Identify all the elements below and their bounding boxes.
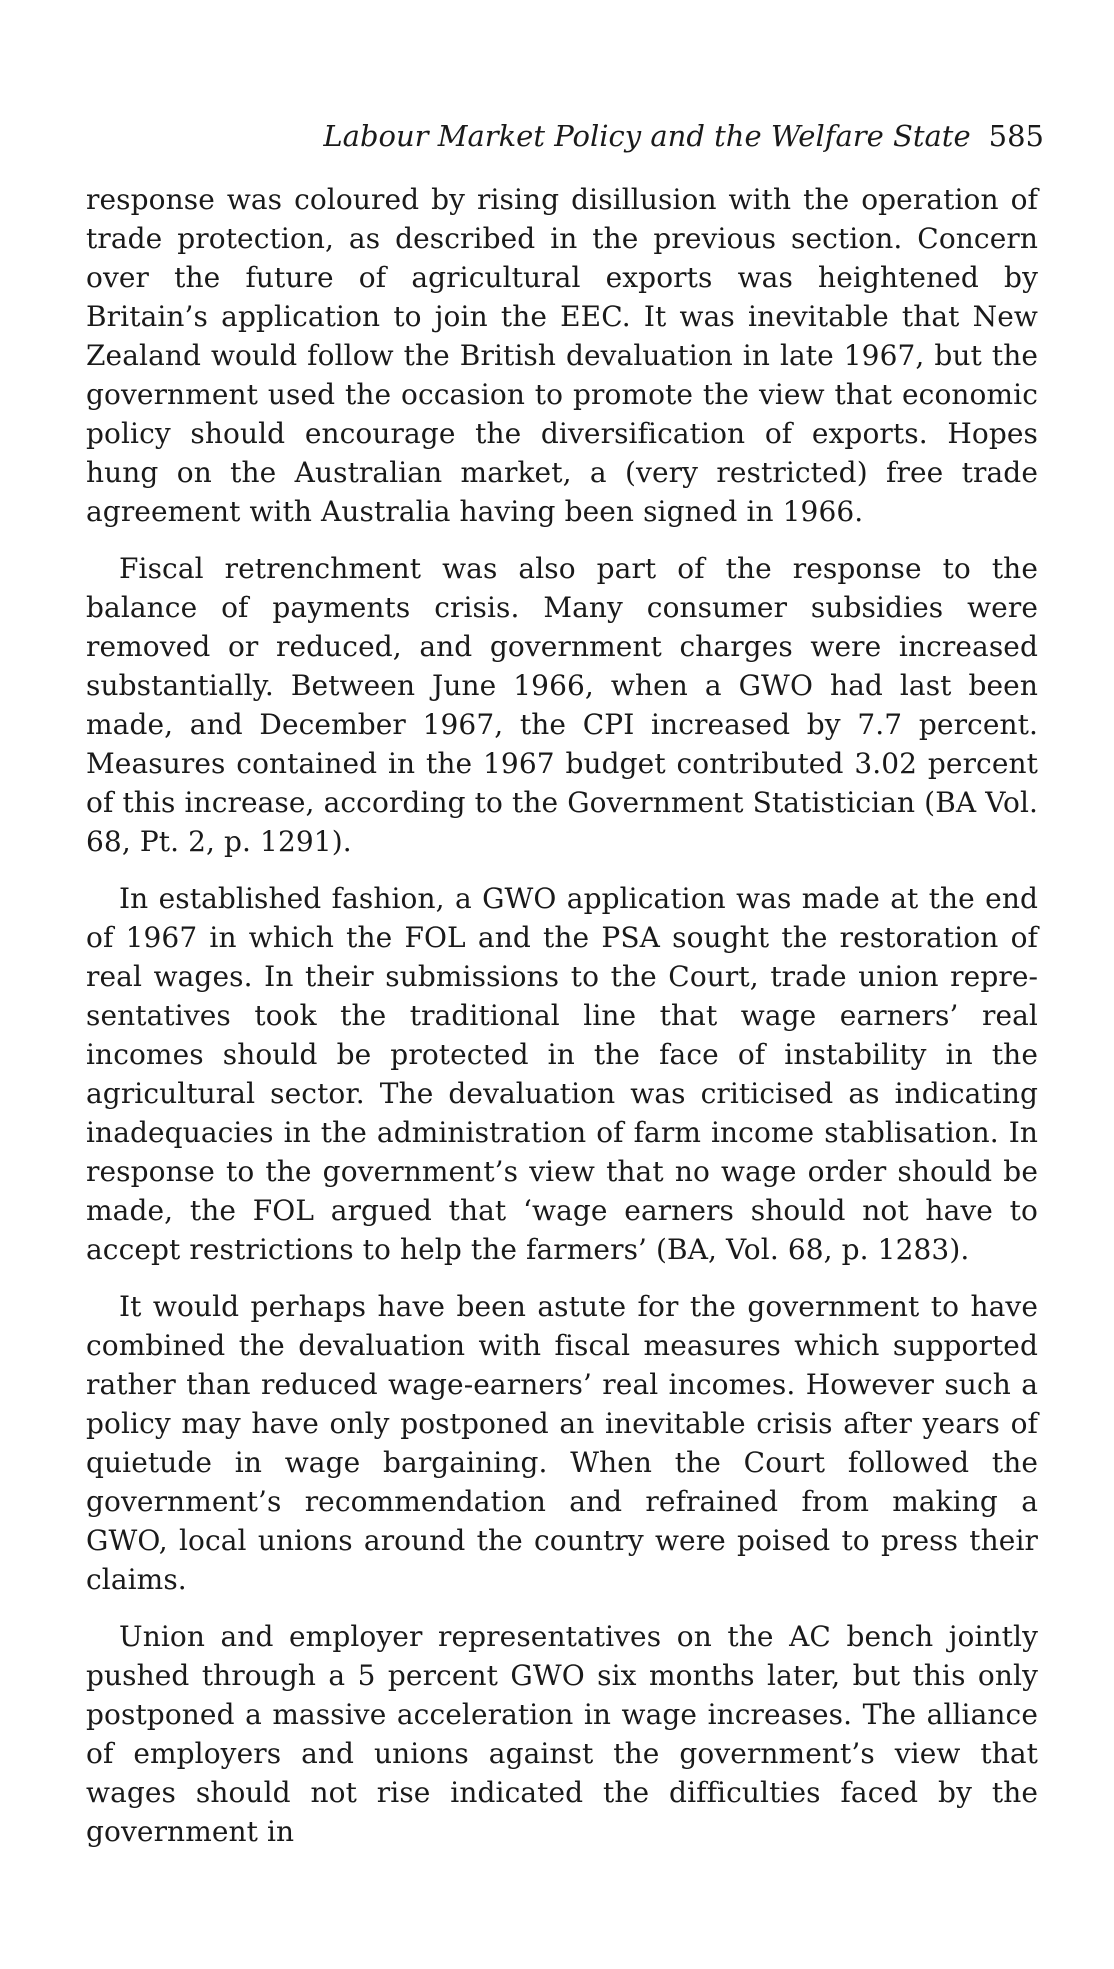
paragraph-fiscal-retrenchment: Fiscal retrenchment was also part of the response to the balance of payments crisis. Many consumer subsidies were removed or reduced, and government charges were increased substantially. Between June 1966, when a GWO had last been made, and December 1967, the CPI increased by 7.7 percent. Measures contained in the 1967 budget contributed 3.02 percent of this increase, according to the Government Statistician (BA Vol. 68, Pt. 2, p. 1291). bbox=[86, 552, 1038, 858]
paragraph-gwo-application: In established fashion, a GWO application was made at the end of 1967 in which the FOL and the PSA sought the restoration of real wages. In their submissions to the Court, trade union representatives took the traditional line that wage earners’ real incomes should be protected in the face of instability in the agricultural sector. The devaluation was criticised as indicating inadequacies in the administration of farm income stablisation. In response to the government’s view that no wage order should be made, the FOL argued that ‘wage earners should not have to accept restrictions to help the farmers’ (BA, Vol. 68, p. 1283). bbox=[86, 882, 1038, 1266]
body-text bbox=[86, 180, 1038, 1869]
page-number: 585 bbox=[988, 119, 1044, 153]
running-title: Labour Market Policy and the Welfare State bbox=[323, 119, 971, 153]
paragraph-union-employer: Union and employer representatives on the AC bench jointly pushed through a 5 percent GWO six months later, but this only postponed a massive acceleration in wage increases. The alliance of employers and unions against the government’s view that wages should not rise indicated the difficulties faced by the government in bbox=[86, 1620, 1038, 1848]
paragraph-fiscal-measures: It would perhaps have been astute for the government to have combined the devaluation with fiscal measures which supported rather than reduced wage-earners’ real incomes. However such a policy may have only postponed an inevitable crisis after years of quietude in wage bargaining. When the Court followed the government’s recommendation and refrained from making a GWO, local unions around the country were poised to press their claims. bbox=[86, 1290, 1038, 1596]
running-head bbox=[323, 118, 1044, 154]
paragraph-continued: response was coloured by rising disillusion with the operation of trade protection, as described in the previous section. Concern over the future of agricultural exports was heightened by Britain’s application to join the EEC. It was inevitable that New Zealand would follow the British devaluation in late 1967, but the government used the occasion to promote the view that economic policy should encourage the diversification of exports. Hopes hung on the Australian market, a (very restricted) free trade agreement with Australia having been signed in 1966. bbox=[86, 183, 1038, 528]
